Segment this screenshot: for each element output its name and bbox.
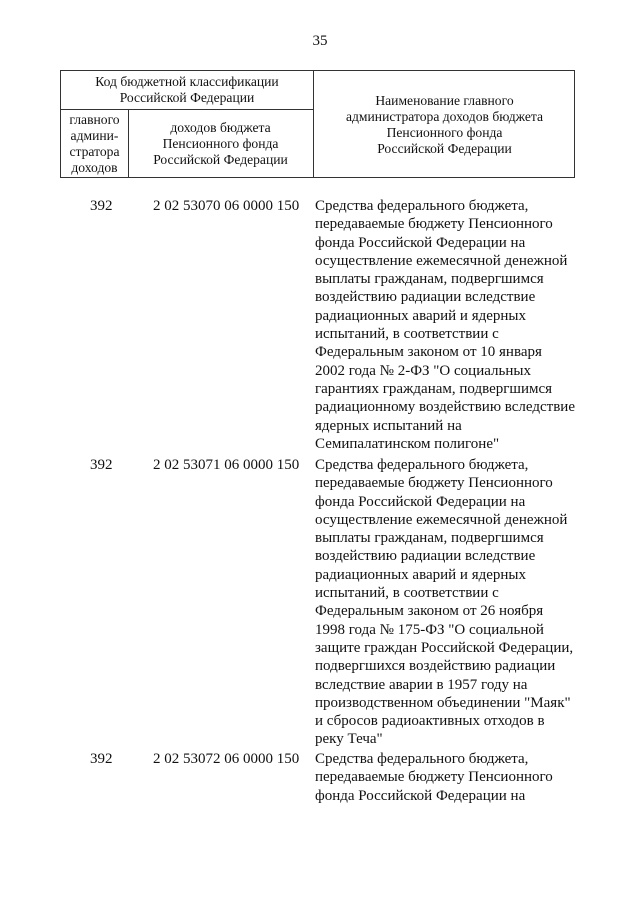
description-line: подвергшихся воздействию радиации (315, 658, 556, 675)
admin-code: 392 (90, 198, 113, 214)
description-line: выплаты гражданам, подвергшимся (315, 271, 544, 288)
description-line: Федеральным законом от 26 ноября (315, 603, 544, 620)
description-line: радиационных аварий и ядерных (315, 566, 526, 583)
header-name-column (313, 71, 576, 179)
description-line: 1998 года № 175-ФЗ "О социальной (315, 621, 544, 638)
description-line: испытаний, в соответствии с (315, 326, 499, 343)
header-line: Российской Федерации (119, 90, 255, 105)
header-line: Российской Федерации (153, 152, 288, 167)
description-line: Средства федерального бюджета, (315, 751, 529, 767)
description-line: фонда Российской Федерации на (315, 234, 526, 251)
header-line: Пенсионного фонда (386, 125, 503, 140)
description-line: испытаний, в соответствии с (315, 585, 499, 602)
description-line: и сбросов радиоактивных отходов в (315, 713, 545, 730)
header-group-title (61, 71, 313, 109)
header-line: админи- (70, 128, 119, 143)
header-income-column (128, 109, 313, 179)
description-line: передаваемые бюджету Пенсионного (315, 216, 553, 233)
description-line: ядерных испытаний на (315, 417, 462, 434)
description-line: выплаты гражданам, подвергшимся (315, 530, 544, 547)
description-line: Средства федерального бюджета, (315, 457, 529, 473)
income-code: 2 02 53072 06 0000 150 (153, 751, 300, 767)
description-line: вследствие аварии в 1957 году на (315, 676, 528, 693)
header-line: доходов бюджета (170, 120, 271, 135)
description-line: Семипалатинском полигоне" (315, 435, 500, 452)
admin-code: 392 (90, 751, 113, 767)
description-line: гарантиях гражданам, подвергшимся (315, 380, 553, 397)
row-description (315, 750, 580, 805)
description-line: передаваемые бюджету Пенсионного (315, 475, 553, 492)
table-header (60, 70, 575, 178)
description-line: осуществление ежемесячной денежной (315, 252, 568, 269)
description-line: осуществление ежемесячной денежной (315, 511, 568, 528)
row-description (315, 456, 580, 749)
description-line: воздействию радиации вследствие (315, 548, 536, 565)
header-line: Код бюджетной классификации (95, 74, 279, 89)
header-admin-column (61, 109, 128, 179)
income-code: 2 02 53071 06 0000 150 (153, 457, 300, 473)
description-line: воздействию радиации вследствие (315, 289, 536, 306)
header-line: стратора (69, 144, 120, 159)
description-line: Средства федерального бюджета, (315, 198, 529, 214)
header-line: главного (69, 112, 120, 127)
header-line: Российской Федерации (377, 141, 512, 156)
header-line: Наименование главного (375, 93, 514, 108)
description-line: Федеральным законом от 10 января (315, 344, 542, 361)
description-line: производственном объединении "Маяк" (315, 694, 571, 711)
header-line: администратора доходов бюджета (345, 109, 544, 124)
description-line: радиационных аварий и ядерных (315, 307, 526, 324)
header-line: Пенсионного фонда (162, 136, 279, 151)
description-line: 2002 года № 2-ФЗ "О социальных (315, 362, 531, 379)
row-description (315, 197, 580, 453)
header-line: доходов (71, 160, 118, 175)
income-code: 2 02 53070 06 0000 150 (153, 198, 300, 214)
admin-code: 392 (90, 457, 113, 473)
description-line: защите граждан Российской Федерации, (315, 639, 574, 656)
description-line: передаваемые бюджету Пенсионного (315, 769, 553, 786)
description-line: радиационному воздействию вследствие (315, 399, 575, 416)
description-line: реку Теча" (315, 731, 383, 748)
description-line: фонда Российской Федерации на (315, 787, 526, 804)
page-number: 35 (312, 33, 328, 49)
description-line: фонда Российской Федерации на (315, 493, 526, 510)
